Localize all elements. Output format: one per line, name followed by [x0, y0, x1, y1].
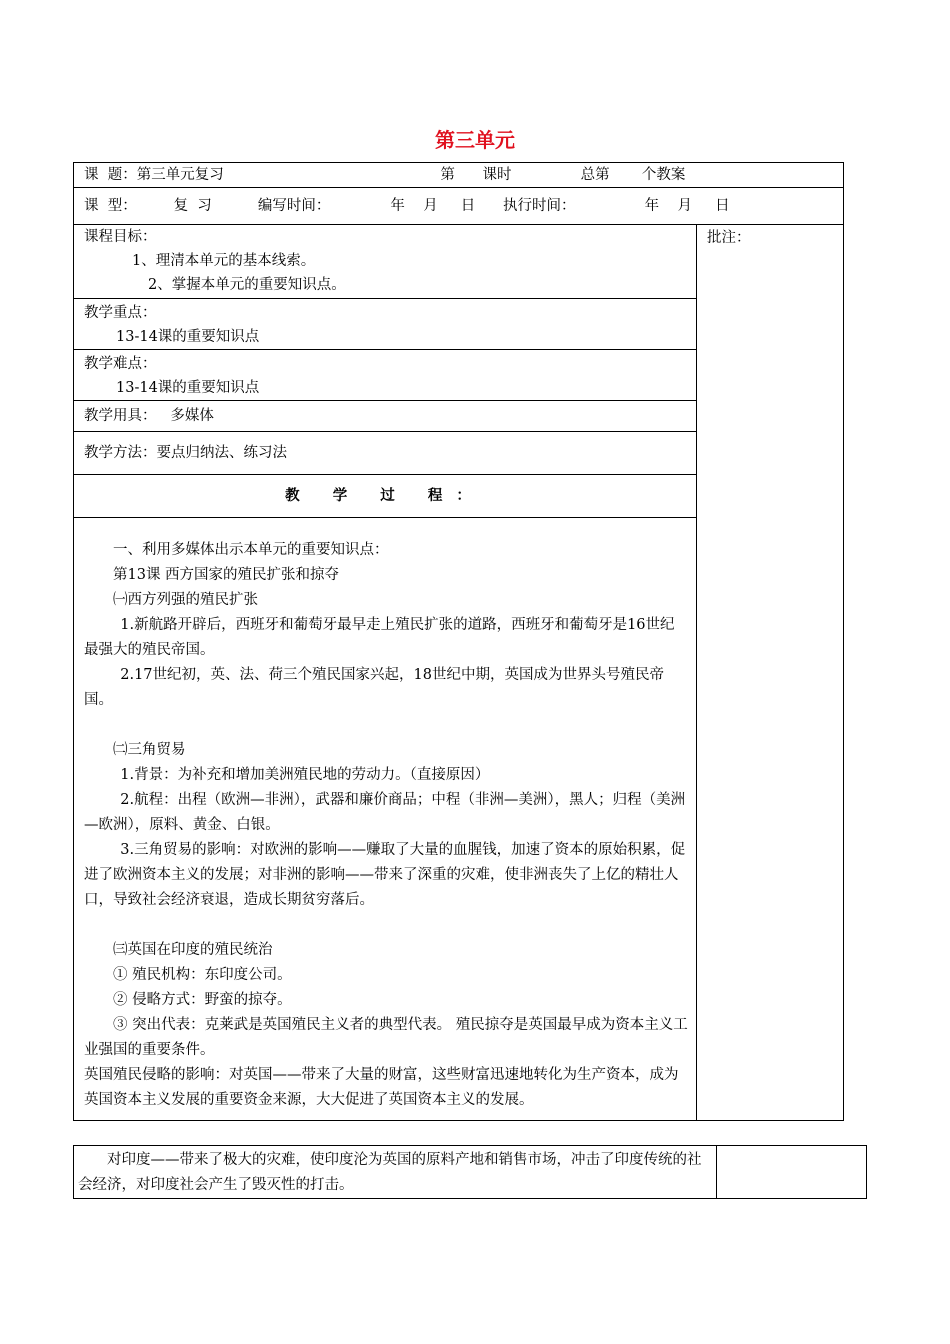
- lesson-heading: 第13课 西方国家的殖民扩张和掠夺: [113, 567, 340, 583]
- paragraph: 2.航程：出程（欧洲—非洲），武器和廉价商品；中程（非洲—美洲），黑人；归程（美洲—欧洲），原料、黄金、白银。: [84, 792, 686, 833]
- remark-label: 批注：: [707, 230, 751, 246]
- continuation-remark-cell: [717, 1146, 867, 1199]
- tools-cell: [74, 401, 697, 432]
- paragraph: 1.背景：为补充和增加美洲殖民地的劳动力。（直接原因）: [120, 767, 490, 783]
- paragraph: 3.三角贸易的影响：对欧洲的影响——赚取了大量的血腥钱，加速了资本的原始积累，促进了欧洲资本主义的发展；对非洲的影响——带来了深重的灾难，使非洲丧失了上亿的精壮人口，导致社会经济衰退，造成长期贫穷落后。: [84, 842, 686, 908]
- difficulty-cell: [74, 350, 697, 401]
- paragraph: 2.17世纪初，英、法、荷三个殖民国家兴起，18世纪中期，英国成为世界头号殖民帝国。: [84, 667, 664, 708]
- process-title: 教 学 过 程：: [285, 487, 485, 504]
- paragraph: 英国殖民侵略的影响：对英国——带来了大量的财富，这些财富迅速地转化为生产资本，成为英国资本主义发展的重要资金来源，大大促进了英国资本主义的发展。: [84, 1067, 679, 1108]
- tools-text: 教学用具： 多媒体: [84, 408, 214, 424]
- continuation-table: [73, 1145, 867, 1199]
- header-row-topic: [74, 163, 844, 188]
- header-type-text: 课 型： 复 习 编写时间： 年 月 日 执行时间： 年 月 日: [84, 198, 730, 214]
- section-heading: ㈡三角贸易: [113, 742, 186, 758]
- lesson-plan-table: [73, 162, 844, 1121]
- difficulty-label: 教学难点：: [84, 356, 157, 372]
- process-body-cell: [74, 518, 697, 1121]
- goal-item: 2、掌握本单元的重要知识点。: [148, 277, 346, 293]
- goals-label: 课程目标：: [84, 229, 157, 245]
- process-intro: 一、利用多媒体出示本单元的重要知识点：: [113, 542, 389, 558]
- difficulty-text: 13-14课的重要知识点: [116, 380, 260, 396]
- paragraph: 1.新航路开辟后，西班牙和葡萄牙最早走上殖民扩张的道路，西班牙和葡萄牙是16世纪最强大的殖民帝国。: [84, 617, 675, 658]
- header-row-type: [74, 188, 844, 225]
- document-title: 第三单元: [435, 128, 515, 152]
- process-title-cell: [74, 475, 697, 518]
- section-heading: ㈢英国在印度的殖民统治: [113, 942, 273, 958]
- header-topic-text: 课 题：第三单元复习 第 课时 总第 个教案: [84, 167, 686, 183]
- goals-cell: [74, 225, 697, 299]
- methods-text: 教学方法：要点归纳法、练习法: [84, 445, 287, 461]
- goal-item: 1、理清本单元的基本线索。: [132, 253, 316, 269]
- methods-cell: [74, 432, 697, 475]
- paragraph: ③ 突出代表：克莱武是英国殖民主义者的典型代表。 殖民掠夺是英国最早成为资本主义工业强国的重要条件。: [84, 1017, 688, 1058]
- focus-cell: [74, 299, 697, 350]
- continuation-text: 对印度——带来了极大的灾难，使印度沦为英国的原料产地和销售市场，冲击了印度传统的社会经济，对印度社会产生了毁灭性的打击。: [78, 1152, 702, 1193]
- remark-cell: [697, 225, 844, 1121]
- focus-text: 13-14课的重要知识点: [116, 329, 260, 345]
- paragraph: ① 殖民机构：东印度公司。: [113, 967, 292, 983]
- section-heading: ㈠西方列强的殖民扩张: [113, 592, 258, 608]
- continuation-cell: [74, 1146, 717, 1199]
- focus-label: 教学重点：: [84, 305, 157, 321]
- paragraph: ② 侵略方式：野蛮的掠夺。: [113, 992, 292, 1008]
